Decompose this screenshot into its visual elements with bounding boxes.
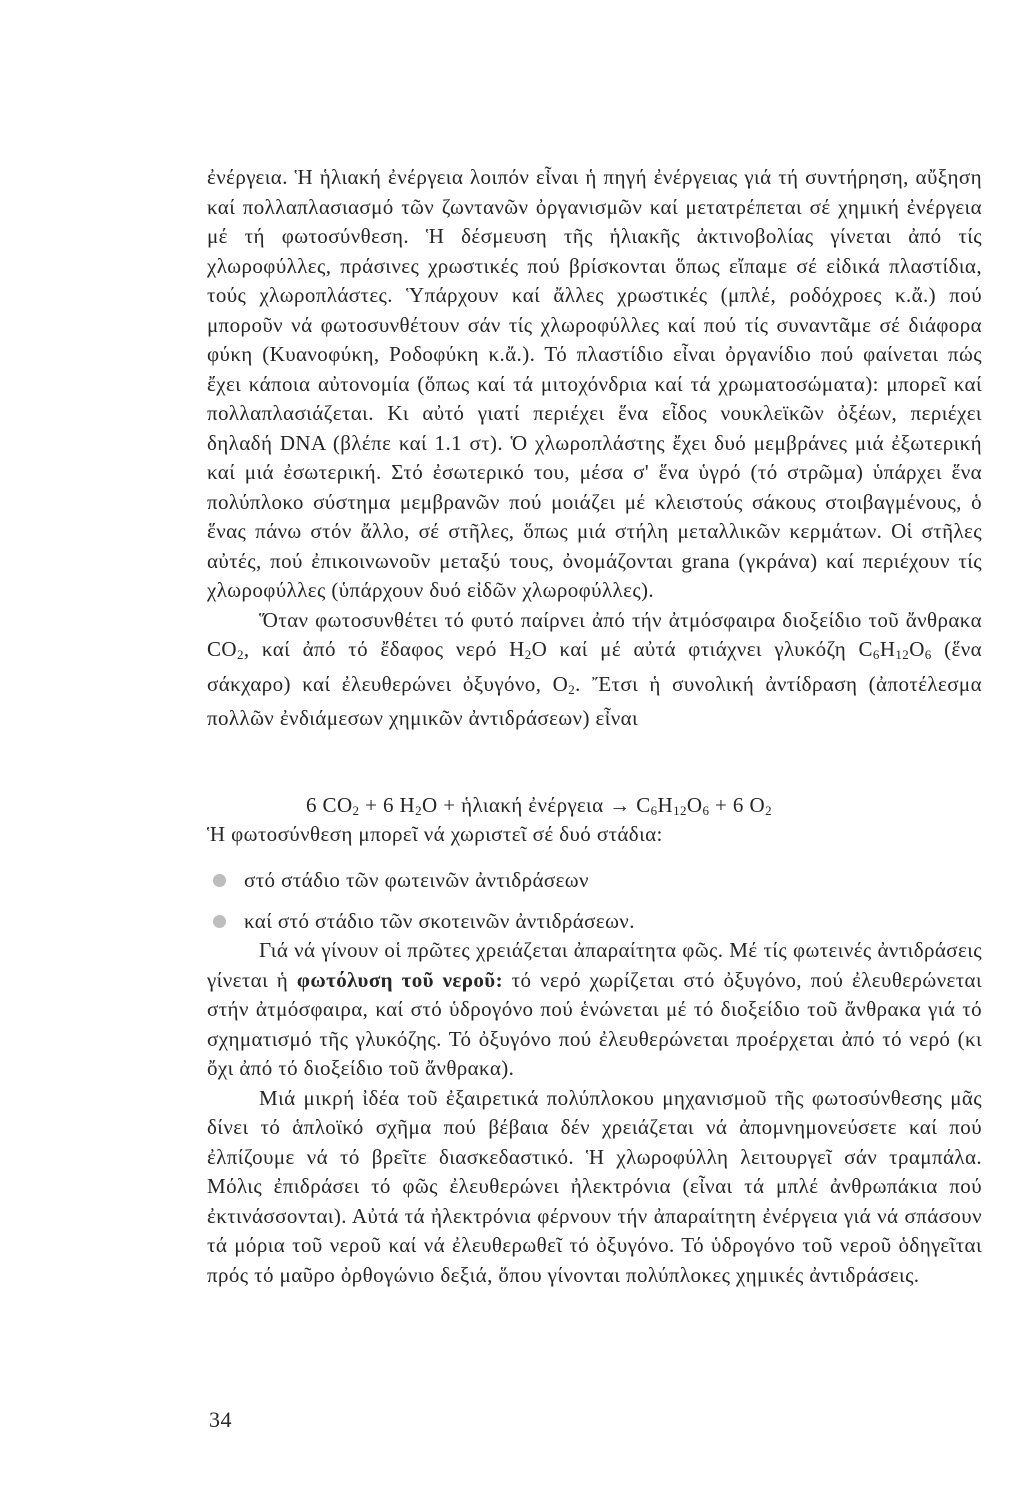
text-block-bottom [207, 936, 982, 1290]
list-item-label: καί στό στάδιο τῶν σκοτεινῶν ἀντιδράσεων. [244, 909, 635, 933]
page-number: 34 [209, 1407, 232, 1432]
paragraph-photosynthesis: Ὅταν φωτοσυνθέτει τό φυτό παίρνει ἀπό τήν ἀτμόσφαιρα διοξείδιο τοῦ ἄνθρακα $CO_2$, καί ἀπό τό ἔδαφος νερό $H_2O$ καί μέ αὐτά φτιάχνει γλυκόζη $C_6H_{12}O_6$ (ἕνα σάκχαρο) καί ἐλευθερώνει ὀξυγόνο, $O_2$. Ἔτσι ἡ συνολική ἀντίδραση (ἀποτέλεσμα πολλῶν ἐνδιάμεσων χημικῶν ἀντιδράσεων) εἶναι [207, 607, 983, 730]
text-block-top [207, 163, 982, 734]
photosynthesis-equation: 6 $CO_2 + 6$ $H_2O$ + ἡλιακή ἐνέργεια → $C_6H_{12}O_6 + 6$ $O_2$ [306, 793, 772, 818]
list-item-label: στό στάδιο τῶν φωτεινῶν ἀντιδράσεων [244, 868, 589, 892]
bold-term-photolysis: φωτόλυση τοῦ νεροῦ: [296, 967, 503, 992]
stages-list [213, 860, 635, 942]
bullet-icon [213, 915, 226, 928]
stages-intro: Ἡ φωτοσύνθεση μπορεῖ νά χωριστεῖ σέ δυό στάδια: [207, 822, 663, 846]
list-item [213, 860, 635, 901]
paragraph-mechanism: Μιά μικρή ἰδέα τοῦ ἐξαιρετικά πολύπλοκου μηχανισμοῦ τῆς φωτοσύνθεσης μᾶς δίνει τό ἁπλοϊκό σχῆμα πού βέβαια δέν χρειάζεται νά ἀπομνημονεύσετε καί πού ἐλπίζουμε νά τό βρεῖτε διασκεδαστικό. Ἡ χλωροφύλλη λειτουργεῖ σάν τραμπάλα. Μόλις ἐπιδράσει τό φῶς ἐλευθερώνει ἠλεκτρόνια (εἶναι τά μπλέ ἀνθρωπάκια πού ἐκτινάσσονται). Αὐτά τά ἠλεκτρόνια φέρνουν τήν ἀπαραίτητη ἐνέργεια γιά νά σπάσουν τά μόρια τοῦ νεροῦ καί νά ἐλευθερωθεῖ τό ὀξυγόνο. Τό ὑδρογόνο τοῦ νεροῦ ὁδηγεῖται πρός τό μαῦρο ὀρθογώνιο δεξιά, ὅπου γίνονται πολύπλοκες χημικές ἀντιδράσεις. [207, 1085, 982, 1287]
paragraph-chloroplasts: ἐνέργεια. Ἡ ἡλιακή ἐνέργεια λοιπόν εἶναι ἡ πηγή ἐνέργειας γιά τή συντήρηση, αὔξηση καί πολλαπλασιασμό τῶν ζωντανῶν ὀργανισμῶν καί μετατρέπεται σέ χημική ἐνέργεια μέ τή φωτοσύνθεση. Ἡ δέσμευση τῆς ἡλιακῆς ἀκτινοβολίας γίνεται ἀπό τίς χλωροφύλλες, πράσινες χρωστικές πού βρίσκονται ὅπως εἴπαμε σέ εἰδικά πλαστίδια, τούς χλωροπλάστες. Ὑπάρχουν καί ἄλλες χρωστικές (μπλέ, ροδόχροες κ.ἄ.) πού μποροῦν νά φωτοσυνθέτουν σάν τίς χλωροφύλλες καί πού τίς συναντᾶμε σέ διάφορα φύκη (Κυανοφύκη, Ροδοφύκη κ.ἄ.). Τό πλαστίδιο εἶναι ὀργανίδιο πού φαίνεται πώς ἔχει κάποια αὐτονομία (ὅπως καί τά μιτοχόνδρια καί τά χρωματοσώματα): μπορεῖ καί πολλαπλασιάζεται. Κι αὐτό γιατί περιέχει ἕνα εἶδος νουκλεϊκῶν ὀξέων, περιέχει δηλαδή DNA (βλέπε καί 1.1 στ). Ὁ χλωροπλάστης ἔχει δυό μεμβράνες μιά ἐξωτερική καί μιά ἐσωτερική. Στό ἐσωτερικό του, μέσα σ' ἕνα ὑγρό (τό στρῶμα) ὑπάρχει ἕνα πολύπλοκο σύστημα μεμβρανῶν πού μοιάζει μέ κλειστούς σάκους στοιβαγμένους, ὁ ἕνας πάνω στόν ἄλλο, σέ στῆλες, ὅπως μιά στήλη μεταλλικῶν κερμάτων. Οἱ στῆλες αὐτές, πού ἐπικοινωνοῦν μεταξύ τους, ὀνομάζονται grana (γκράνα) καί περιέχουν τίς χλωροφύλλες (ὑπάρχουν δυό εἰδῶν χλωροφύλλες). [207, 165, 982, 602]
bullet-icon [213, 874, 226, 887]
paragraph-light-reactions: Γιά νά γίνουν οἱ πρῶτες χρειάζεται ἀπαραίτητα φῶς. Μέ τίς φωτεινές ἀντιδράσεις γίνεται ἡ φωτόλυση τοῦ νεροῦ: τό νερό χωρίζεται στό ὀξυγόνο, πού ἐλευθερώνεται στήν ἀτμόσφαιρα, καί στό ὑδρογόνο πού ἑνώνεται μέ τό διοξείδιο τοῦ ἄνθρακα γιά τό σχηματισμό τῆς γλυκόζης. Τό ὀξυγόνο πού ἐλευθερώνεται προέρχεται ἀπό τό νερό (κι ὄχι ἀπό τό διοξείδιο τοῦ ἄνθρακα). [207, 938, 983, 1080]
